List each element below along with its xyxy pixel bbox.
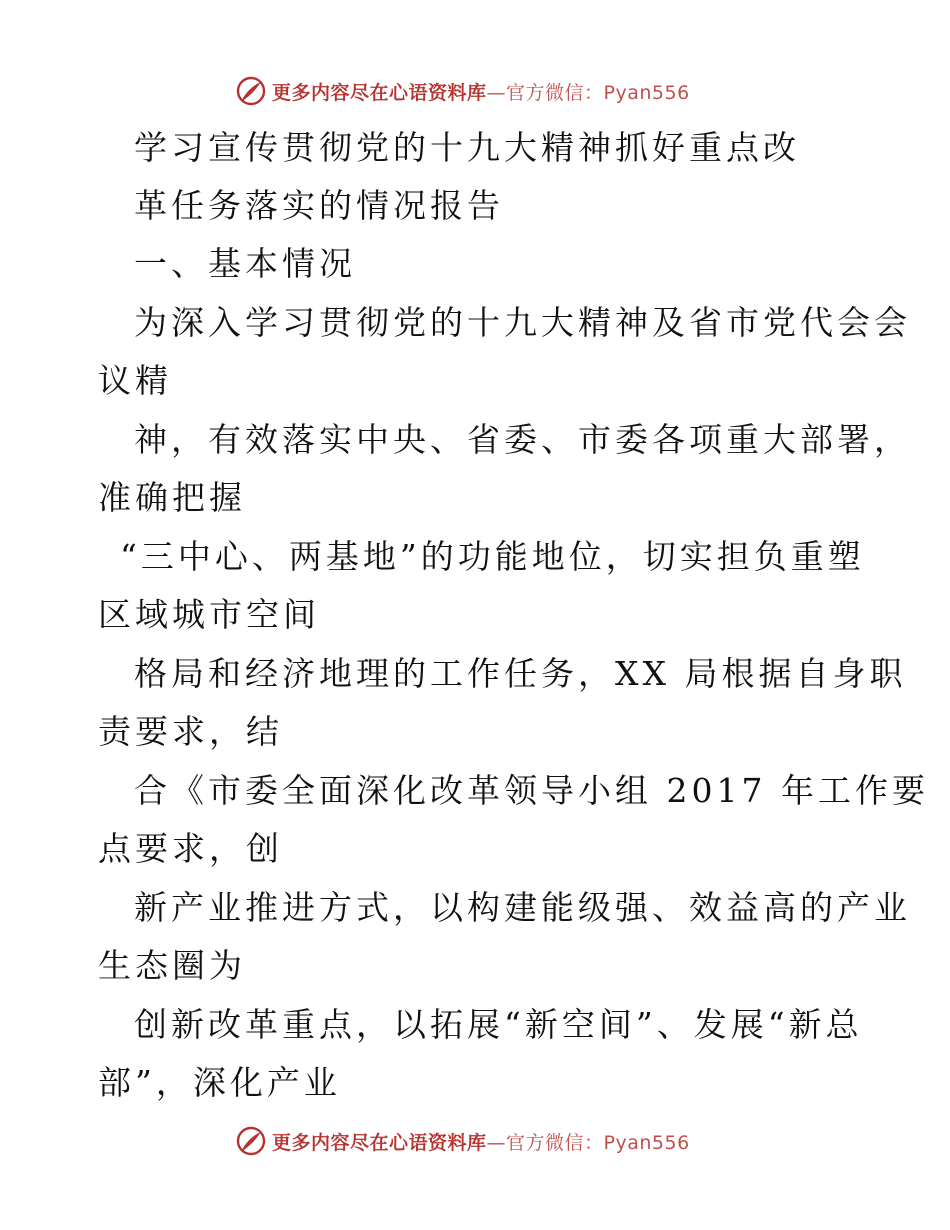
paragraph-line: 区域城市空间 — [98, 595, 320, 634]
document-title-line-1: 学习宣传贯彻党的十九大精神抓好重点改 — [134, 128, 800, 167]
section-heading: 一、基本情况 — [134, 244, 356, 283]
paragraph-line: 神，有效落实中央、省委、市委各项重大部署， — [134, 420, 911, 459]
footer-watermark — [236, 1124, 690, 1158]
document-title-line-2: 革任务落实的情况报告 — [134, 186, 504, 225]
paragraph-line: 责要求，结 — [98, 712, 283, 751]
paragraph-line: 议精 — [98, 361, 172, 400]
paragraph-line: 点要求，创 — [98, 829, 283, 868]
paragraph-line: 新产业推进方式，以构建能级强、效益高的产业 — [134, 888, 911, 927]
watermark-text: 更多内容尽在心语资料库 — [272, 81, 487, 104]
paragraph-line: 部”，深化产业 — [98, 1063, 341, 1102]
paragraph-line: 为深入学习贯彻党的十九大精神及省市党代会会 — [134, 303, 911, 342]
watermark-text: 更多内容尽在心语资料库 — [272, 1131, 487, 1154]
paragraph-line: “三中心、两基地”的功能地位，切实担负重塑 — [120, 537, 865, 576]
header-watermark — [236, 74, 690, 108]
watermark-wechat: —官方微信：Pyan556 — [486, 1131, 690, 1154]
quill-logo-icon — [236, 1126, 266, 1156]
paragraph-line: 创新改革重点，以拓展“新空间”、发展“新总 — [134, 1005, 863, 1044]
paragraph-line: 合《市委全面深化改革领导小组 2017 年工作要 — [134, 771, 929, 810]
quill-logo-icon — [236, 76, 266, 106]
paragraph-line: 生态圈为 — [98, 946, 246, 985]
paragraph-line: 准确把握 — [98, 478, 246, 517]
paragraph-line: 格局和经济地理的工作任务，XX 局根据自身职 — [134, 654, 907, 693]
watermark-wechat: —官方微信：Pyan556 — [486, 81, 690, 104]
